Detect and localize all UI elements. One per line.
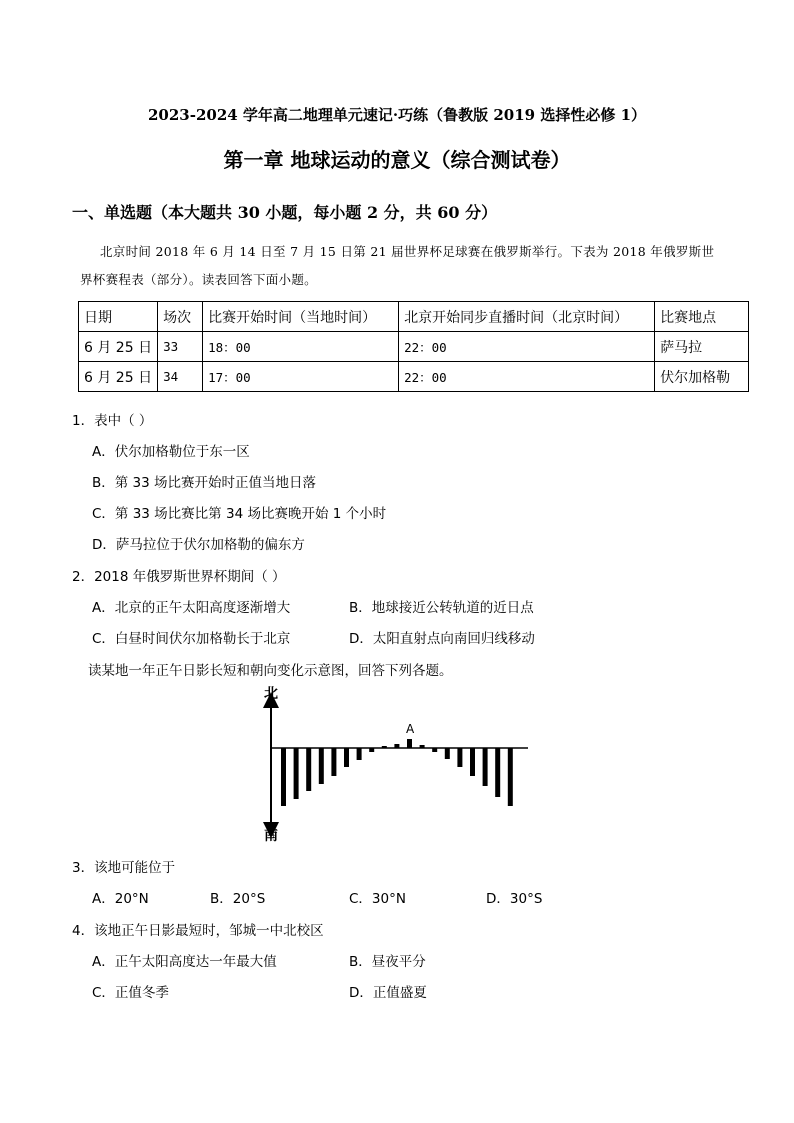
shadow-bar	[294, 748, 299, 799]
shadow-bar	[483, 748, 488, 786]
question-4-stem: 4．该地正午日影最短时，邹城一中北校区	[72, 923, 324, 939]
north-label: 北	[264, 686, 278, 702]
cell-local-time: 18：00	[203, 332, 399, 362]
cell-match: 34	[158, 362, 203, 392]
question-2-option-d: D．太阳直射点向南回归线移动	[349, 631, 535, 647]
question-3-option-a: A．20°N	[92, 891, 149, 907]
cell-date: 6 月 25 日	[79, 332, 158, 362]
header-match: 场次	[158, 302, 203, 332]
south-label: 南	[264, 828, 278, 842]
question-4-option-d: D．正值盛夏	[349, 985, 427, 1001]
shadow-bar	[495, 748, 500, 797]
document-title: 第一章 地球运动的意义（综合测试卷）	[223, 148, 571, 172]
question-3-option-b: B．20°S	[210, 891, 266, 907]
shadow-bar	[319, 748, 324, 784]
cell-beijing-time: 22：00	[399, 332, 655, 362]
shadow-bar	[508, 748, 513, 806]
question-4-option-c: C．正值冬季	[92, 985, 169, 1001]
shadow-bar	[306, 748, 311, 791]
header-date: 日期	[79, 302, 158, 332]
cell-venue: 萨马拉	[655, 332, 749, 362]
cell-venue: 伏尔加格勒	[655, 362, 749, 392]
shadow-bar	[357, 748, 362, 760]
schedule-table	[78, 301, 749, 392]
passage-line-1: 北京时间 2018 年 6 月 14 日至 7 月 15 日第 21 届世界杯足球赛在俄罗斯举行。下表为 2018 年俄罗斯世	[100, 244, 715, 259]
cell-match: 33	[158, 332, 203, 362]
shadow-bar	[331, 748, 336, 776]
shadow-bar	[420, 745, 425, 748]
document-subtitle: 2023-2024 学年高二地理单元速记·巧练（鲁教版 2019 选择性必修 1）	[147, 106, 647, 124]
question-4-option-a: A．正午太阳高度达一年最大值	[92, 954, 277, 970]
shadow-bar	[344, 748, 349, 767]
section-heading: 一、单选题（本大题共 30 小题，每小题 2 分，共 60 分）	[72, 203, 498, 222]
noon-shadow-chart	[250, 682, 540, 842]
shadow-bar	[394, 744, 399, 748]
question-2-option-b: B．地球接近公转轨道的近日点	[349, 600, 534, 616]
question-1-stem: 1．表中（ ）	[72, 413, 153, 429]
header-local-time: 比赛开始时间（当地时间）	[203, 302, 399, 332]
question-2-stem: 2．2018 年俄罗斯世界杯期间（ ）	[72, 569, 286, 585]
question-1-option-c: C．第 33 场比赛比第 34 场比赛晚开始 1 个小时	[92, 506, 387, 522]
question-1-option-b: B．第 33 场比赛开始时正值当地日落	[92, 475, 317, 491]
cell-local-time: 17：00	[203, 362, 399, 392]
figure-intro: 读某地一年正午日影长短和朝向变化示意图，回答下列各题。	[88, 663, 453, 679]
shadow-bar	[382, 746, 387, 748]
question-1-option-a: A．伏尔加格勒位于东一区	[92, 444, 250, 460]
table-header-row	[79, 302, 749, 332]
question-3-option-c: C．30°N	[349, 891, 406, 907]
shadow-bar	[445, 748, 450, 759]
shadow-bar	[407, 739, 412, 748]
cell-beijing-time: 22：00	[399, 362, 655, 392]
question-3-option-d: D．30°S	[486, 891, 543, 907]
shadow-bar	[369, 748, 374, 752]
header-venue: 比赛地点	[655, 302, 749, 332]
shadow-bar	[470, 748, 475, 776]
cell-date: 6 月 25 日	[79, 362, 158, 392]
shadow-bar	[281, 748, 286, 806]
header-beijing-time: 北京开始同步直播时间（北京时间）	[399, 302, 655, 332]
shadow-bars	[281, 739, 513, 806]
point-a-label: A	[406, 722, 415, 736]
shadow-bar	[432, 748, 437, 752]
table-row	[79, 332, 749, 362]
question-2-option-c: C．白昼时间伏尔加格勒长于北京	[92, 631, 291, 647]
table-row	[79, 362, 749, 392]
question-4-option-b: B．昼夜平分	[349, 954, 426, 970]
question-3-stem: 3．该地可能位于	[72, 860, 176, 876]
question-1-option-d: D．萨马拉位于伏尔加格勒的偏东方	[92, 537, 305, 553]
question-2-option-a: A．北京的正午太阳高度逐渐增大	[92, 600, 291, 616]
passage-line-2: 界杯赛程表（部分）。读表回答下面小题。	[80, 272, 317, 287]
shadow-bar	[457, 748, 462, 767]
